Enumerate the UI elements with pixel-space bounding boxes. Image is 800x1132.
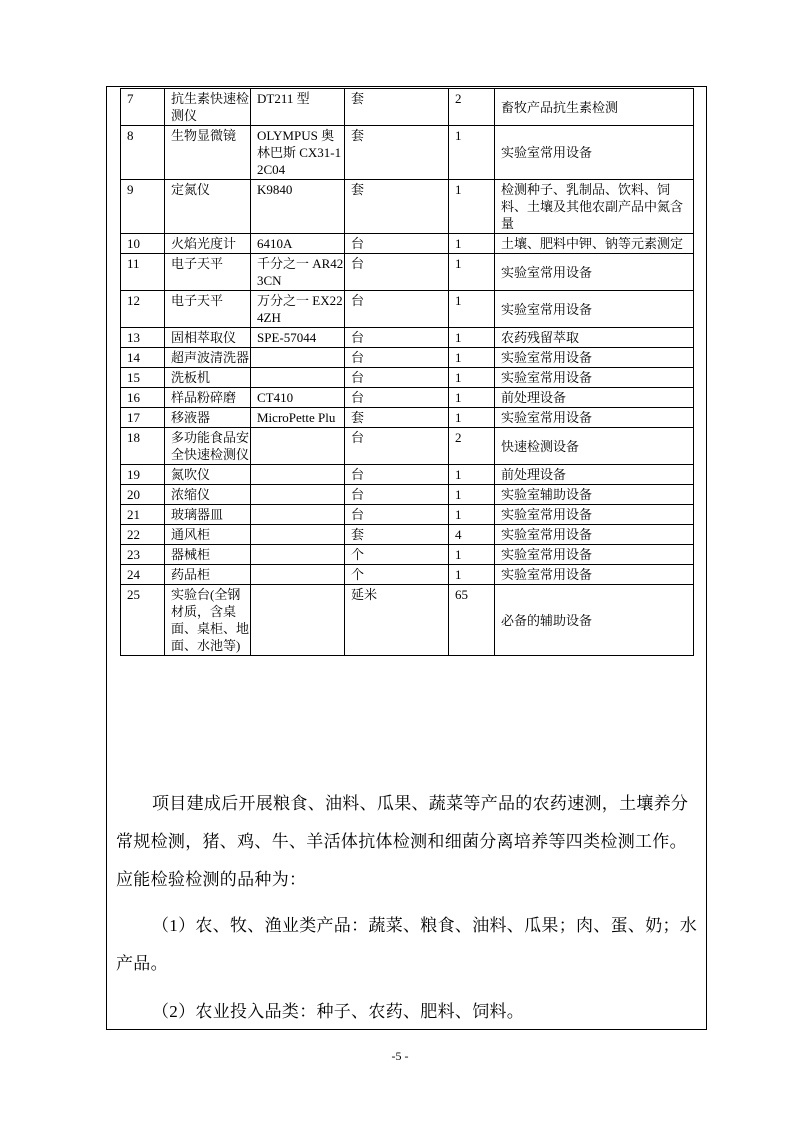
cell-equipment-name: 多功能食品安全快速检测仪 bbox=[165, 428, 251, 465]
cell-equipment-name: 洗板机 bbox=[165, 368, 251, 388]
cell-model-spec: DT211 型 bbox=[251, 89, 345, 126]
cell-row-number: 13 bbox=[121, 328, 165, 348]
cell-model-spec: K9840 bbox=[251, 180, 345, 234]
cell-equipment-name: 氮吹仪 bbox=[165, 465, 251, 485]
table-row bbox=[121, 348, 694, 368]
cell-purpose: 必备的辅助设备 bbox=[495, 585, 694, 656]
cell-unit: 套 bbox=[345, 525, 449, 545]
cell-purpose: 实验室常用设备 bbox=[495, 545, 694, 565]
table-row bbox=[121, 545, 694, 565]
cell-model-spec: OLYMPUS 奥林巴斯 CX31-12C04 bbox=[251, 126, 345, 180]
cell-quantity: 1 bbox=[449, 254, 495, 291]
cell-model-spec bbox=[251, 545, 345, 565]
cell-equipment-name: 超声波清洗器 bbox=[165, 348, 251, 368]
cell-row-number: 20 bbox=[121, 485, 165, 505]
table-row bbox=[121, 585, 694, 656]
cell-equipment-name: 电子天平 bbox=[165, 291, 251, 328]
cell-row-number: 14 bbox=[121, 348, 165, 368]
cell-model-spec bbox=[251, 505, 345, 525]
cell-quantity: 1 bbox=[449, 565, 495, 585]
cell-purpose: 实验室常用设备 bbox=[495, 505, 694, 525]
cell-quantity: 1 bbox=[449, 126, 495, 180]
table-row bbox=[121, 291, 694, 328]
cell-unit: 台 bbox=[345, 291, 449, 328]
cell-equipment-name: 电子天平 bbox=[165, 254, 251, 291]
cell-purpose: 实验室常用设备 bbox=[495, 368, 694, 388]
cell-purpose: 实验室常用设备 bbox=[495, 348, 694, 368]
cell-equipment-name: 药品柜 bbox=[165, 565, 251, 585]
cell-unit: 套 bbox=[345, 126, 449, 180]
cell-purpose: 土壤、肥料中钾、钠等元素测定 bbox=[495, 234, 694, 254]
cell-unit: 台 bbox=[345, 388, 449, 408]
body-paragraph-1: 项目建成后开展粮食、油料、瓜果、蔬菜等产品的农药速测，土壤养分常规检测，猪、鸡、牛、羊活体抗体检测和细菌分离培养等四类检测工作。应能检验检测的品种为： bbox=[116, 794, 689, 889]
equipment-table-body bbox=[121, 89, 694, 656]
cell-purpose: 实验室常用设备 bbox=[495, 291, 694, 328]
table-row bbox=[121, 505, 694, 525]
cell-row-number: 8 bbox=[121, 126, 165, 180]
cell-purpose: 实验室常用设备 bbox=[495, 525, 694, 545]
cell-unit: 台 bbox=[345, 234, 449, 254]
cell-quantity: 1 bbox=[449, 328, 495, 348]
cell-purpose: 实验室常用设备 bbox=[495, 408, 694, 428]
cell-unit: 延米 bbox=[345, 585, 449, 656]
cell-quantity: 1 bbox=[449, 234, 495, 254]
cell-row-number: 22 bbox=[121, 525, 165, 545]
cell-model-spec: 万分之一 EX224ZH bbox=[251, 291, 345, 328]
cell-equipment-name: 浓缩仪 bbox=[165, 485, 251, 505]
cell-model-spec bbox=[251, 485, 345, 505]
cell-unit: 台 bbox=[345, 348, 449, 368]
cell-unit: 套 bbox=[345, 89, 449, 126]
cell-model-spec: CT410 bbox=[251, 388, 345, 408]
table-row bbox=[121, 485, 694, 505]
cell-model-spec bbox=[251, 565, 345, 585]
cell-row-number: 15 bbox=[121, 368, 165, 388]
cell-row-number: 24 bbox=[121, 565, 165, 585]
cell-row-number: 23 bbox=[121, 545, 165, 565]
cell-quantity: 1 bbox=[449, 388, 495, 408]
cell-row-number: 17 bbox=[121, 408, 165, 428]
cell-model-spec bbox=[251, 428, 345, 465]
cell-unit: 个 bbox=[345, 545, 449, 565]
cell-quantity: 2 bbox=[449, 428, 495, 465]
cell-model-spec bbox=[251, 525, 345, 545]
cell-row-number: 9 bbox=[121, 180, 165, 234]
cell-row-number: 7 bbox=[121, 89, 165, 126]
table-row bbox=[121, 525, 694, 545]
cell-unit: 台 bbox=[345, 254, 449, 291]
cell-row-number: 25 bbox=[121, 585, 165, 656]
cell-row-number: 21 bbox=[121, 505, 165, 525]
cell-purpose: 实验室常用设备 bbox=[495, 565, 694, 585]
cell-quantity: 1 bbox=[449, 291, 495, 328]
cell-model-spec bbox=[251, 348, 345, 368]
cell-model-spec bbox=[251, 368, 345, 388]
cell-quantity: 1 bbox=[449, 505, 495, 525]
cell-row-number: 18 bbox=[121, 428, 165, 465]
cell-purpose: 快速检测设备 bbox=[495, 428, 694, 465]
cell-purpose: 前处理设备 bbox=[495, 388, 694, 408]
cell-equipment-name: 抗生素快速检测仪 bbox=[165, 89, 251, 126]
cell-equipment-name: 通风柜 bbox=[165, 525, 251, 545]
cell-row-number: 11 bbox=[121, 254, 165, 291]
cell-row-number: 12 bbox=[121, 291, 165, 328]
cell-row-number: 19 bbox=[121, 465, 165, 485]
cell-equipment-name: 固相萃取仪 bbox=[165, 328, 251, 348]
table-row bbox=[121, 254, 694, 291]
page-number: -5 - bbox=[391, 1049, 409, 1063]
cell-quantity: 65 bbox=[449, 585, 495, 656]
cell-model-spec bbox=[251, 585, 345, 656]
cell-row-number: 16 bbox=[121, 388, 165, 408]
table-row bbox=[121, 408, 694, 428]
cell-equipment-name: 火焰光度计 bbox=[165, 234, 251, 254]
cell-row-number: 10 bbox=[121, 234, 165, 254]
cell-purpose: 前处理设备 bbox=[495, 465, 694, 485]
cell-equipment-name: 移液器 bbox=[165, 408, 251, 428]
cell-purpose: 实验室辅助设备 bbox=[495, 485, 694, 505]
table-row bbox=[121, 328, 694, 348]
cell-model-spec: SPE-57044 bbox=[251, 328, 345, 348]
cell-model-spec: MicroPette Plu bbox=[251, 408, 345, 428]
cell-quantity: 1 bbox=[449, 408, 495, 428]
table-row bbox=[121, 234, 694, 254]
cell-quantity: 1 bbox=[449, 545, 495, 565]
cell-quantity: 1 bbox=[449, 180, 495, 234]
table-row bbox=[121, 126, 694, 180]
table-row bbox=[121, 565, 694, 585]
cell-quantity: 4 bbox=[449, 525, 495, 545]
cell-unit: 台 bbox=[345, 428, 449, 465]
cell-unit: 个 bbox=[345, 565, 449, 585]
cell-equipment-name: 玻璃器皿 bbox=[165, 505, 251, 525]
table-row bbox=[121, 388, 694, 408]
cell-purpose: 实验室常用设备 bbox=[495, 254, 694, 291]
cell-model-spec: 6410A bbox=[251, 234, 345, 254]
body-paragraph-2: （1）农、牧、渔业类产品：蔬菜、粮食、油料、瓜果；肉、蛋、奶；水产品。 bbox=[116, 916, 698, 973]
cell-unit: 套 bbox=[345, 180, 449, 234]
cell-quantity: 1 bbox=[449, 368, 495, 388]
cell-unit: 套 bbox=[345, 408, 449, 428]
cell-model-spec bbox=[251, 465, 345, 485]
cell-unit: 台 bbox=[345, 328, 449, 348]
table-row bbox=[121, 89, 694, 126]
cell-purpose: 检测种子、乳制品、饮料、饲料、土壤及其他农副产品中氮含量 bbox=[495, 180, 694, 234]
cell-purpose: 农药残留萃取 bbox=[495, 328, 694, 348]
cell-purpose: 畜牧产品抗生素检测 bbox=[495, 89, 694, 126]
table-row bbox=[121, 465, 694, 485]
equipment-table bbox=[120, 88, 694, 656]
table-row bbox=[121, 368, 694, 388]
cell-unit: 台 bbox=[345, 465, 449, 485]
cell-quantity: 1 bbox=[449, 465, 495, 485]
cell-quantity: 1 bbox=[449, 348, 495, 368]
cell-unit: 台 bbox=[345, 368, 449, 388]
table-row bbox=[121, 180, 694, 234]
cell-equipment-name: 器械柜 bbox=[165, 545, 251, 565]
cell-quantity: 1 bbox=[449, 485, 495, 505]
cell-quantity: 2 bbox=[449, 89, 495, 126]
cell-unit: 台 bbox=[345, 485, 449, 505]
cell-purpose: 实验室常用设备 bbox=[495, 126, 694, 180]
cell-model-spec: 千分之一 AR423CN bbox=[251, 254, 345, 291]
cell-equipment-name: 样品粉碎磨 bbox=[165, 388, 251, 408]
table-row bbox=[121, 428, 694, 465]
cell-equipment-name: 实验台(全钢材质，含桌面、桌柜、地面、水池等) bbox=[165, 585, 251, 656]
cell-equipment-name: 定氮仪 bbox=[165, 180, 251, 234]
body-paragraph-3: （2）农业投入品类：种子、农药、肥料、饲料。 bbox=[152, 1002, 525, 1021]
cell-equipment-name: 生物显微镜 bbox=[165, 126, 251, 180]
cell-unit: 台 bbox=[345, 505, 449, 525]
